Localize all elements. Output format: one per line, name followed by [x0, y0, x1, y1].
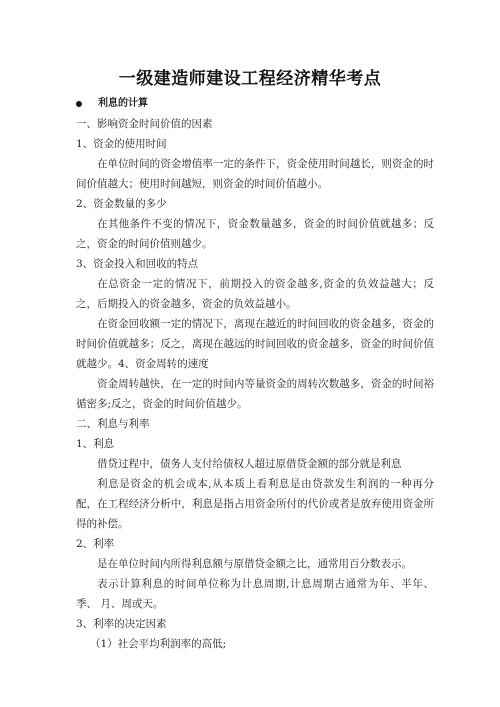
subsection-heading-2-3: 3、利率的决定因素 — [76, 618, 167, 630]
page-title: 一级建造师建设工程经济精华考点 — [118, 69, 382, 89]
bullet-dot-icon — [76, 101, 82, 107]
section-heading-1: 一、影响资金时间价值的因素 — [76, 118, 213, 130]
section-heading-2: 二、利息与利率 — [76, 418, 150, 430]
list-item-2-3-1: （1）社会平均利润率的高低; — [90, 638, 227, 650]
paragraph-2-1a: 借贷过程中，债务人支付给债权人超过原借贷金额的部分就是利息 — [97, 458, 402, 470]
subsection-heading-1-1: 1、资金的使用时间 — [76, 138, 167, 150]
subsection-heading-2-2: 2、利率 — [76, 538, 115, 550]
paragraph-1-3b: 在资金回收额一定的情况下，离现在越近的时间回收的资金越多，资金的时间价值就越多；反之，离现在越远的时间回收的资金越多，资金的时间价值就越少。4、资金周转的速度 — [76, 318, 434, 370]
paragraph-2-2a: 是在单位时间内所得利息额与原借贷金额之比，通常用百分数表示。 — [97, 558, 412, 570]
paragraph-2-2b: 表示计算利息的时间单位称为计息周期,计息周期古通常为年、半年、季、 月、周或天。 — [76, 578, 434, 610]
subsection-heading-2-1: 1、利息 — [76, 438, 115, 450]
paragraph-1-3a: 在总资金一定的情况下，前期投入的资金越多,资金的负效益越大；反之，后期投入的资金越多，资金的负效益越小。 — [76, 278, 434, 310]
bullet-heading — [76, 94, 434, 114]
paragraph-1-2: 在其他条件不变的情况下，资金数量越多，资金的时间价值就越多；反之，资金的时间价值则越少。 — [76, 218, 434, 250]
subsection-heading-1-3: 3、资金投入和回收的特点 — [76, 258, 199, 270]
subsection-heading-1-2: 2、资金数量的多少 — [76, 198, 167, 210]
document-body — [76, 94, 434, 654]
bullet-heading-text: 利息的计算 — [98, 98, 148, 109]
paragraph-2-1b: 利息是资金的机会成本,从本质上看利息是由贷款发生利润的一种再分配，在工程经济分析中，利息是指占用资金所付的代价或者是放弃使用资金所得的补偿。 — [76, 478, 434, 530]
paragraph-1-1: 在单位时间的资金增值率一定的条件下，资金使用时间越长，则资金的时间价值越大；使用时间越短，则资金的时间价值越小。 — [76, 158, 434, 190]
paragraph-1-4: 资金周转越快，在一定的时间内等量资金的周转次数越多，资金的时间裕循密多;反之，资金的时间价值越少。 — [76, 378, 434, 410]
